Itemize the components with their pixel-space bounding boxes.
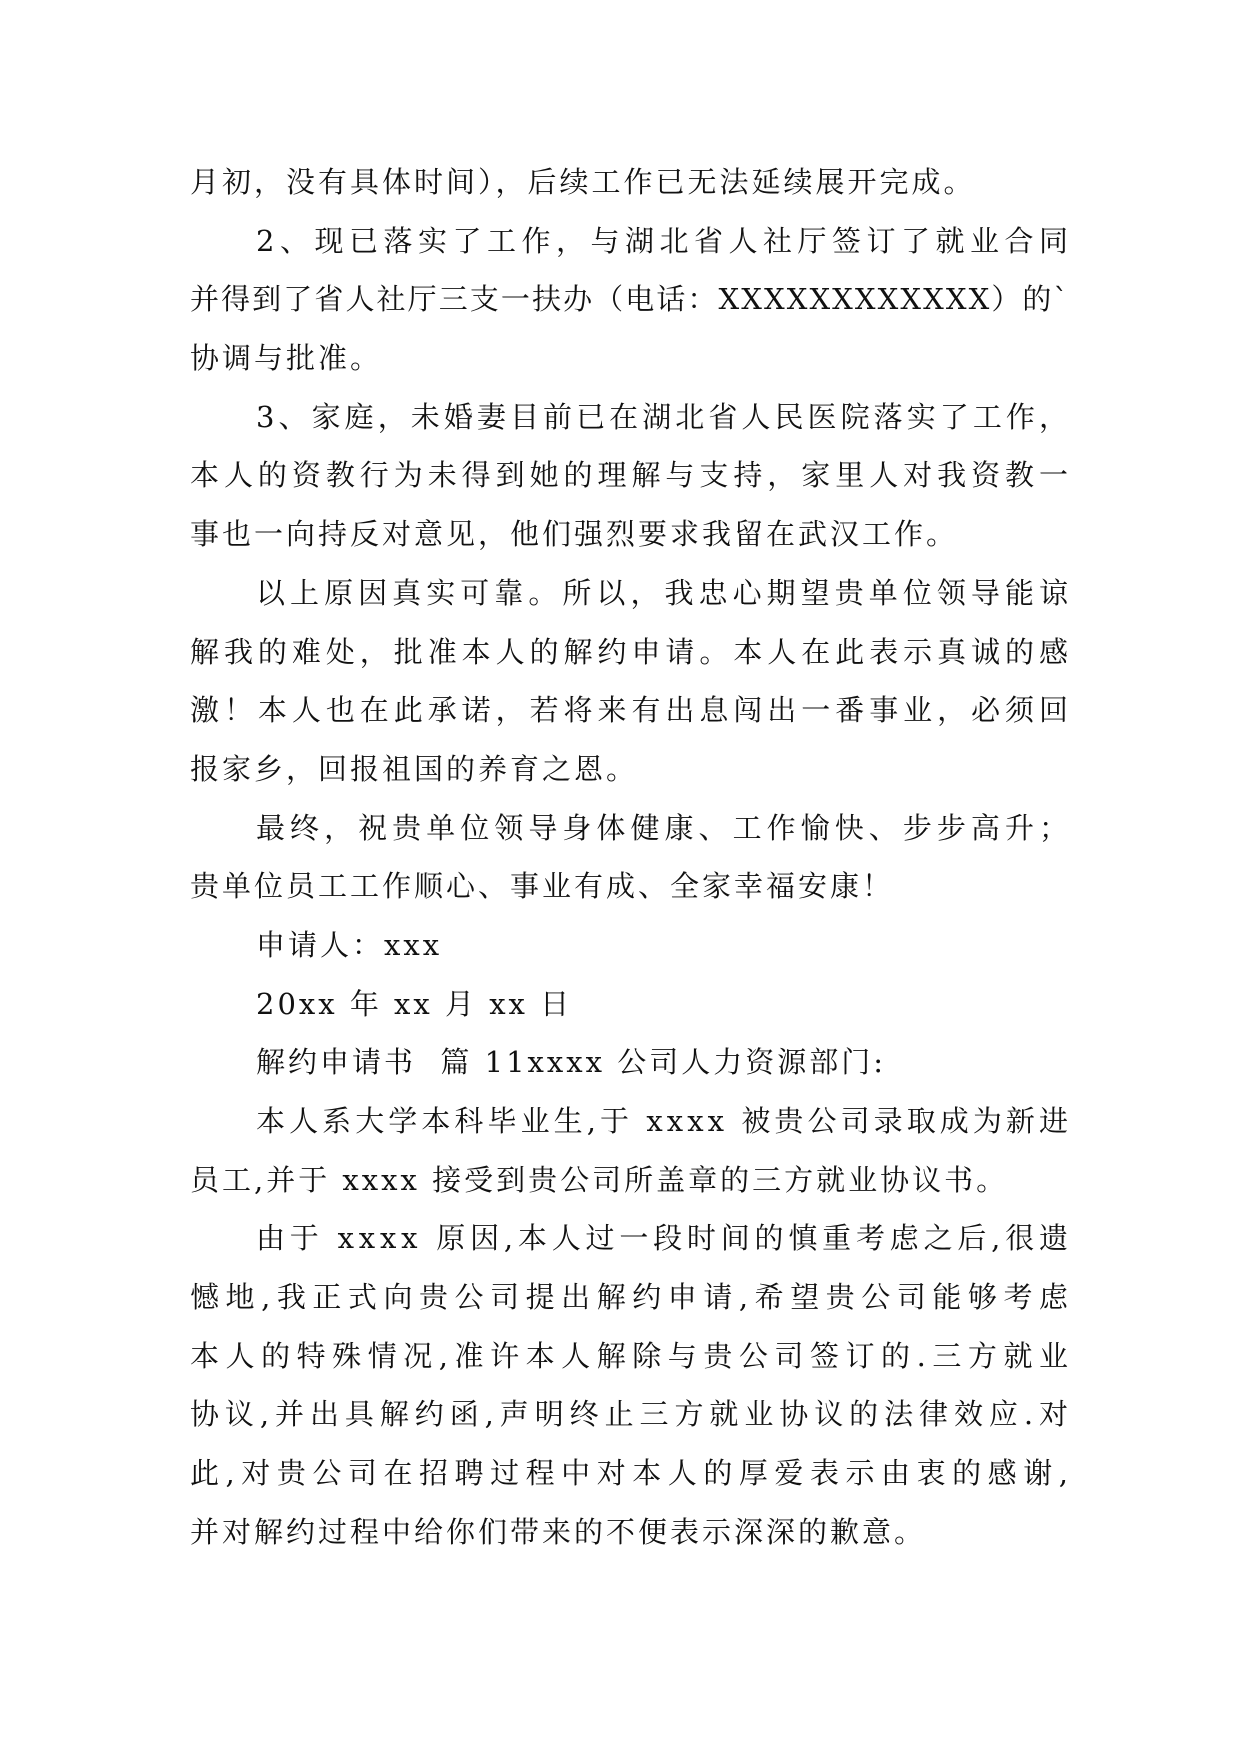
text-line: 本人的资教行为未得到她的理解与支持，家里人对我资教一 bbox=[190, 458, 1073, 493]
paragraph bbox=[190, 1209, 1075, 1561]
paragraph bbox=[190, 564, 1074, 799]
text-line: 月初，没有具体时间），后续工作已无法延续展开完成。 bbox=[190, 165, 976, 199]
text-line: 并对解约过程中给你们带来的不便表示深深的歉意。 bbox=[190, 1514, 927, 1549]
section-heading bbox=[190, 1033, 1068, 1092]
paragraph bbox=[190, 212, 1074, 388]
text-line: 最终，祝贵单位领导身体健康、工作愉快、步步高升； bbox=[256, 810, 1074, 845]
text-line: 员工,并于 xxxx 接受到贵公司所盖章的三方就业协议书。 bbox=[190, 1162, 1009, 1197]
signature-date bbox=[190, 975, 1068, 1034]
text-line: 此,对贵公司在招聘过程中对本人的厚爱表示由衷的感谢, bbox=[190, 1456, 1075, 1491]
text-line: 3、家庭，未婚妻目前已在湖北省人民医院落实了工作， bbox=[256, 399, 1073, 434]
paragraph bbox=[190, 388, 1073, 564]
text-line: 憾地,我正式向贵公司提出解约申请,希望贵公司能够考虑 bbox=[190, 1280, 1075, 1315]
text-line: 20xx 年 xx 月 xx 日 bbox=[256, 986, 573, 1021]
text-line: 本人的特殊情况,准许本人解除与贵公司签订的.三方就业 bbox=[190, 1338, 1075, 1373]
text-line: 协议,并出具解约函,声明终止三方就业协议的法律效应.对 bbox=[190, 1397, 1074, 1432]
document-body bbox=[190, 153, 1075, 1562]
text-line: 贵单位员工工作顺心、事业有成、全家幸福安康！ bbox=[190, 869, 895, 904]
text-line: 以上原因真实可靠。所以，我忠心期望贵单位领导能谅 bbox=[256, 575, 1074, 610]
text-line: 事也一向持反对意见，他们强烈要求我留在武汉工作。 bbox=[190, 517, 959, 552]
text-line: 报家乡，回报祖国的养育之恩。 bbox=[190, 751, 639, 786]
paragraph bbox=[190, 799, 1074, 916]
text-line: 解约申请书 篇 11xxxx 公司人力资源部门: bbox=[256, 1045, 886, 1080]
text-line: 激！本人也在此承诺，若将来有出息闯出一番事业，必须回 bbox=[190, 693, 1073, 728]
paragraph bbox=[190, 153, 1068, 212]
text-line: 2、现已落实了工作，与湖北省人社厅签订了就业合同 bbox=[256, 223, 1074, 258]
text-line: 协调与批准。 bbox=[190, 341, 383, 376]
text-line: 申请人：xxx bbox=[256, 927, 443, 962]
applicant-signature bbox=[190, 916, 1068, 975]
text-line: 由于 xxxx 原因,本人过一段时间的慎重考虑之后,很遗 bbox=[256, 1221, 1073, 1256]
text-line: 本人系大学本科毕业生,于 xxxx 被贵公司录取成为新进 bbox=[256, 1104, 1073, 1138]
text-line: 并得到了省人社厅三支一扶办（电话：XXXXXXXXXXXX）的` bbox=[190, 282, 1071, 317]
paragraph bbox=[190, 1092, 1073, 1209]
text-line: 解我的难处，批准本人的解约申请。本人在此表示真诚的感 bbox=[190, 634, 1073, 669]
